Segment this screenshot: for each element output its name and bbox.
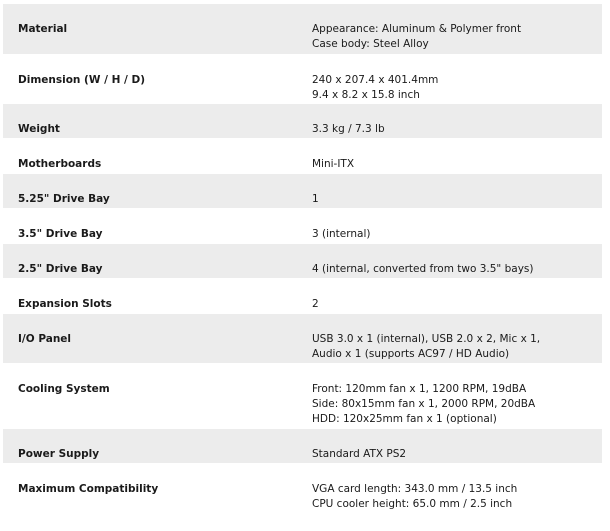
spec-row-io-panel	[3, 314, 602, 364]
spec-label: Cooling System	[18, 383, 110, 395]
spec-row-power-supply	[3, 429, 602, 464]
spec-label-cell	[3, 104, 299, 139]
spec-label-cell	[3, 139, 299, 174]
spec-value-line: CPU cooler height: 65.0 mm / 2.5 inch	[312, 498, 513, 510]
spec-label: Material	[18, 23, 68, 35]
spec-value-line: 1	[312, 193, 319, 205]
spec-label: Dimension (W / H / D)	[18, 74, 146, 86]
spec-label-cell	[3, 279, 299, 314]
spec-row-material	[3, 4, 602, 55]
spec-value-line: 4 (internal, converted from two 3.5" bays)	[312, 263, 534, 275]
spec-label: Power Supply	[18, 448, 100, 460]
spec-label-cell	[3, 464, 299, 531]
spec-row-weight	[3, 104, 602, 139]
spec-label: Weight	[18, 123, 60, 135]
spec-value-line: 3.3 kg / 7.3 lb	[312, 123, 385, 135]
spec-value-line: HDD: 120x25mm fan x 1 (optional)	[312, 413, 497, 425]
spec-label: I/O Panel	[18, 333, 72, 345]
spec-value-line: 240 x 207.4 x 401.4mm	[312, 74, 439, 86]
spec-label: Motherboards	[18, 158, 102, 170]
spec-value-cell	[299, 55, 602, 104]
spec-value-cell	[299, 174, 602, 209]
spec-label-cell	[3, 174, 299, 209]
spec-value-cell	[299, 209, 602, 244]
spec-value-line: Standard ATX PS2	[312, 448, 407, 460]
spec-row-expansion-slots	[3, 279, 602, 314]
spec-value-line: Front: 120mm fan x 1, 1200 RPM, 19dBA	[312, 383, 527, 395]
spec-value-line: Audio x 1 (supports AC97 / HD Audio)	[312, 348, 510, 360]
spec-value-cell	[299, 244, 602, 279]
spec-value-line: Side: 80x15mm fan x 1, 2000 RPM, 20dBA	[312, 398, 536, 410]
spec-value-line: USB 3.0 x 1 (internal), USB 2.0 x 2, Mic x 1,	[312, 333, 541, 345]
spec-value-line: Case body: Steel Alloy	[312, 38, 429, 50]
spec-row-dimension	[3, 55, 602, 104]
spec-label-cell	[3, 4, 299, 55]
spec-label: Maximum Compatibility	[18, 483, 159, 495]
spec-value-line: 9.4 x 8.2 x 15.8 inch	[312, 89, 420, 101]
spec-label: Expansion Slots	[18, 298, 112, 310]
spec-label-cell	[3, 244, 299, 279]
spec-row-drive-bay-25	[3, 244, 602, 279]
spec-value-cell	[299, 464, 602, 531]
spec-row-maximum-compatibility	[3, 464, 602, 531]
spec-label: 5.25" Drive Bay	[18, 193, 110, 205]
spec-label-cell	[3, 364, 299, 429]
spec-value-cell	[299, 314, 602, 364]
spec-value-cell	[299, 139, 602, 174]
spec-value-cell	[299, 429, 602, 464]
spec-value-cell	[299, 104, 602, 139]
spec-value-line: Appearance: Aluminum & Polymer front	[312, 23, 522, 35]
spec-value-line: 2	[312, 298, 319, 310]
spec-row-motherboards	[3, 139, 602, 174]
spec-value-line: 3 (internal)	[312, 228, 371, 240]
spec-label-cell	[3, 314, 299, 364]
spec-label: 3.5" Drive Bay	[18, 228, 103, 240]
spec-row-cooling-system	[3, 364, 602, 429]
spec-value-cell	[299, 4, 602, 55]
spec-row-drive-bay-525	[3, 174, 602, 209]
spec-value-line: VGA card length: 343.0 mm / 13.5 inch	[312, 483, 518, 495]
spec-row-drive-bay-35	[3, 209, 602, 244]
spec-value-cell	[299, 279, 602, 314]
spec-value-line: Mini-ITX	[312, 158, 355, 170]
spec-value-cell	[299, 364, 602, 429]
spec-label: 2.5" Drive Bay	[18, 263, 103, 275]
spec-label-cell	[3, 209, 299, 244]
spec-label-cell	[3, 55, 299, 104]
spec-table	[3, 3, 602, 531]
spec-label-cell	[3, 429, 299, 464]
spec-table-body	[3, 4, 602, 531]
